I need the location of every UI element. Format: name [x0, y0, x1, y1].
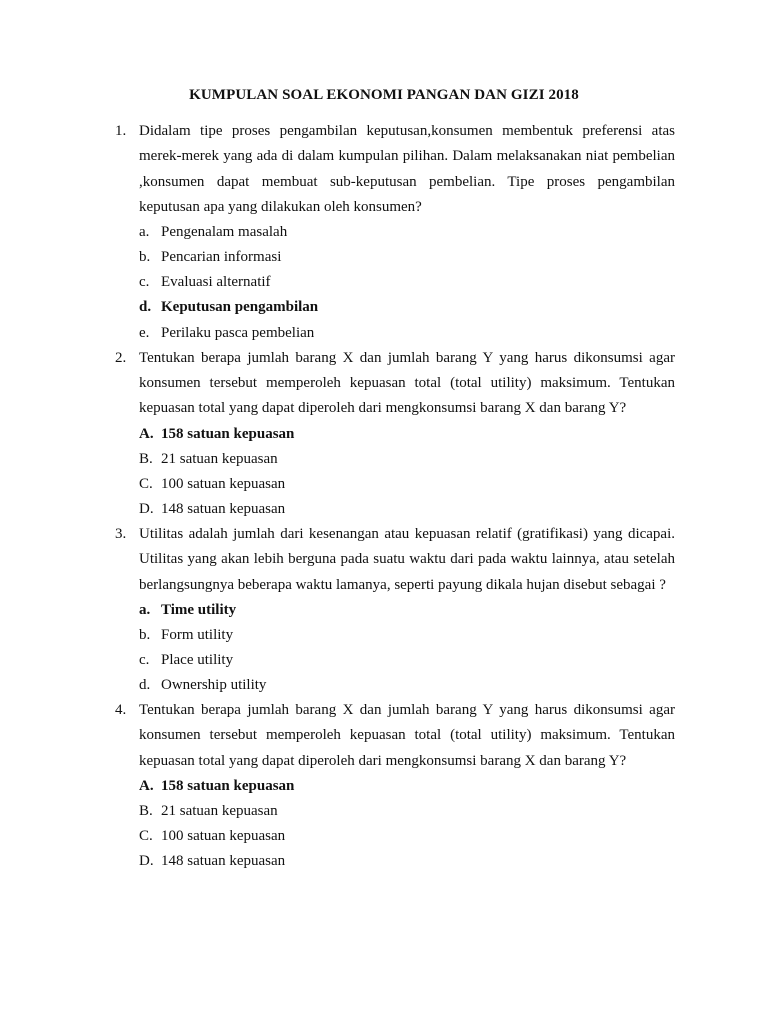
option-text: 21 satuan kepuasan — [161, 450, 278, 467]
option-b — [139, 623, 675, 648]
option-letter: A. — [139, 778, 154, 795]
option-letter: d. — [139, 299, 152, 316]
option-b — [139, 447, 675, 472]
question-2 — [115, 346, 675, 522]
option-text: Evaluasi alternatif — [161, 274, 271, 291]
option-a-correct — [139, 774, 675, 799]
option-text: Pencarian informasi — [161, 249, 282, 266]
option-letter: b. — [139, 626, 151, 643]
page-title: KUMPULAN SOAL EKONOMI PANGAN DAN GIZI 2018 — [189, 87, 579, 103]
option-letter: b. — [139, 249, 151, 266]
option-text: 21 satuan kepuasan — [161, 803, 278, 820]
option-letter: B. — [139, 803, 153, 820]
option-a-correct — [139, 422, 675, 447]
option-letter: D. — [139, 853, 154, 870]
option-text: Time utility — [161, 601, 237, 618]
option-text: 100 satuan kepuasan — [161, 828, 286, 845]
option-b — [139, 799, 675, 824]
option-list — [115, 422, 675, 522]
option-c — [139, 648, 675, 673]
option-c — [139, 824, 675, 849]
option-letter: e. — [139, 324, 150, 341]
option-b — [139, 245, 675, 270]
option-letter: c. — [139, 652, 150, 668]
question-text: Utilitas adalah jumlah dari kesenangan atau kepuasan relatif (gratifikasi) yang dicapai. Utilitas yang akan lebih berguna pada suatu waktu dari pada waktu lainnya, atau setelah berlangsungnya beberapa waktu lamanya, seperti payung dikala hujan disebut sebagai ? — [139, 525, 675, 593]
option-letter: B. — [139, 450, 153, 467]
option-letter: C. — [139, 828, 153, 845]
option-list — [115, 220, 675, 345]
question-number: 2. — [115, 349, 127, 366]
option-text: 100 satuan kepuasan — [161, 475, 286, 492]
question-1 — [115, 119, 675, 346]
option-letter: c. — [139, 274, 150, 291]
option-text: 148 satuan kepuasan — [161, 853, 286, 870]
option-letter: A. — [139, 425, 154, 442]
option-text: 158 satuan kepuasan — [161, 778, 295, 795]
option-a-correct — [139, 598, 675, 623]
option-text: 158 satuan kepuasan — [161, 425, 295, 442]
option-c — [139, 472, 675, 497]
option-text: 148 satuan kepuasan — [161, 500, 286, 517]
option-text: Perilaku pasca pembelian — [161, 324, 315, 341]
question-4 — [115, 698, 675, 874]
option-letter: C. — [139, 475, 153, 492]
option-list — [115, 774, 675, 874]
question-text: Didalam tipe proses pengambilan keputusan,konsumen membentuk preferensi atas merek-merek yang ada di dalam kumpulan pilihan. Dalam melaksanakan niat pembelian ,konsumen dapat membuat sub-keputusan pembelian. Tipe proses pengambilan keputusan apa yang dilakukan oleh konsumen? — [139, 123, 675, 215]
option-text: Ownership utility — [161, 677, 267, 694]
option-letter: d. — [139, 677, 151, 694]
option-letter: D. — [139, 500, 154, 517]
option-text: Form utility — [161, 626, 234, 643]
option-text: Keputusan pengambilan — [161, 299, 319, 316]
option-letter: a. — [139, 224, 150, 241]
option-d — [139, 849, 675, 874]
option-d-correct — [139, 295, 675, 320]
option-d — [139, 673, 675, 698]
option-letter: a. — [139, 601, 151, 618]
question-text: Tentukan berapa jumlah barang X dan jumlah barang Y yang harus dikonsumsi agar konsumen tersebut memperoleh kepuasan total (total utility) maksimum. Tentukan kepuasan total yang dapat diperoleh dari mengkonsumsi barang X dan barang Y? — [139, 702, 675, 769]
question-3 — [115, 522, 675, 698]
question-list — [115, 119, 675, 874]
question-number: 4. — [115, 702, 127, 719]
option-a — [139, 220, 675, 245]
option-d — [139, 497, 675, 522]
option-text: Pengenalam masalah — [161, 224, 288, 241]
option-e — [139, 321, 675, 346]
option-c — [139, 270, 675, 295]
option-text: Place utility — [161, 652, 234, 668]
option-list — [115, 598, 675, 698]
question-number: 3. — [115, 525, 127, 542]
question-number: 1. — [115, 123, 127, 139]
question-text: Tentukan berapa jumlah barang X dan jumlah barang Y yang harus dikonsumsi agar konsumen tersebut memperoleh kepuasan total (total utility) maksimum. Tentukan kepuasan total yang dapat diperoleh dari mengkonsumsi barang X dan barang Y? — [139, 349, 675, 417]
